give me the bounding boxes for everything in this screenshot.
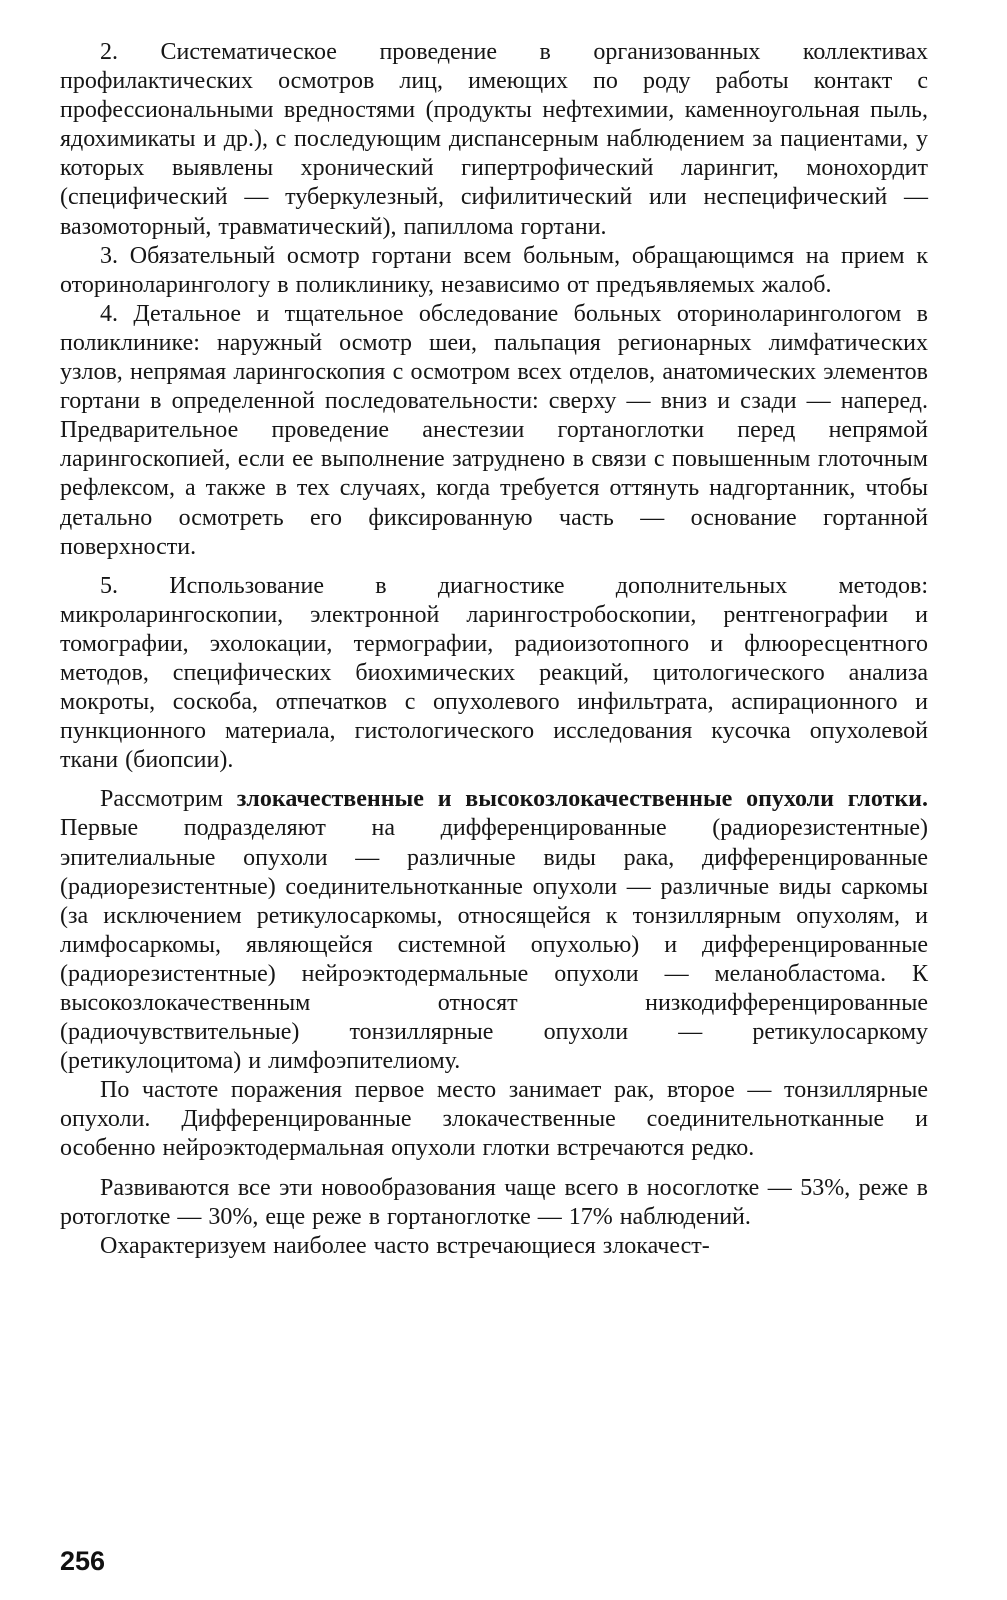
page-text: [60, 38, 928, 1261]
paragraph-characterize: Охарактеризуем наиболее часто встречающиеся злокачест-: [100, 1232, 710, 1259]
paragraph-item-5: 5. Использование в диагностике дополнительных методов: микроларингоскопии, электронной ларингостробоскопии, рентгенографии и томографии, эхолокации, термографии, радиоизотопного и флюоресцентного методов, специфических биохимических реакций, цитологического анализа мокроты, соскоба, отпечатков с опухолевого инфильтрата, аспирационного и пункционного материала, гистологического исследования кусочка опухолевой ткани (биопсии).: [60, 572, 928, 774]
paragraph-lead-text: Рассмотрим: [100, 786, 237, 813]
paragraph-item-4: 4. Детальное и тщательное обследование больных оториноларингологом в поликлинике: наружный осмотр шеи, пальпация регионарных лимфатических узлов, непрямая ларингоскопия с осмотром всех отделов, анатомических элементов гортани в определенной последовательности: сверху — вниз и сзади — наперед. Предварительное проведение анестезии гортаноглотки перед непрямой ларингоскопией, если ее выполнение затруднено в связи с повышенным глоточным рефлексом, а также в тех случаях, когда требуется оттянуть надгортанник, чтобы детально осмотреть его фиксированную часть — основание гортанной поверхности.: [60, 300, 928, 560]
paragraph-body-text: Первые подразделяют на дифференцированные (радиорезистентные) эпителиальные опухоли — различные виды рака, дифференцированные (радиорезистентные) соединительнотканные опухоли — различные виды саркомы (за исключением ретикулосаркомы, относящейся к тонзиллярным опухолям, и лимфосаркомы, являющейся системной опухолью) и дифференцированные (радиорезистентные) нейроэктодермальные опухоли — меланобластома. К высокозлокачественным относят низкодифференцированные (радиочувствительные) тонзиллярные опухоли — ретикулосаркому (ретикулоцитома) и лимфоэпителиому.: [60, 815, 928, 1075]
paragraph-item-3: 3. Обязательный осмотр гортани всем больным, обращающимся на прием к оториноларингологу в поликлинику, независимо от предъявляемых жалоб.: [60, 242, 928, 298]
paragraph-frequency: По частоте поражения первое место занимает рак, второе — тонзиллярные опухоли. Дифференцированные злокачественные соединительнотканные и особенно нейроэктодермальная опухоли глотки встречаются редко.: [60, 1077, 928, 1162]
paragraph-item-2: 2. Систематическое проведение в организованных коллективах профилактических осмотров лиц, имеющих по роду работы контакт с профессиональными вредностями (продукты нефтехимии, каменноугольная пыль, ядохимикаты и др.), с последующим диспансерным наблюдением за пациентами, у которых выявлены хронический гипертрофический ларингит, монохордит (специфический — туберкулезный, сифилитический или неспецифический — вазомоторный, травматический), папиллома гортани.: [60, 39, 928, 240]
paragraph-localization: Развиваются все эти новообразования чаще всего в носоглотке — 53%, реже в ротоглотке — 30%, еще реже в гортаноглотке — 17% наблюдений.: [60, 1174, 928, 1230]
paragraph-malignant-tumors: [60, 785, 928, 1076]
page-number: 256: [60, 1546, 106, 1576]
section-term-bold: злокачественные и высокозлокачественные опухоли глотки.: [236, 786, 928, 813]
